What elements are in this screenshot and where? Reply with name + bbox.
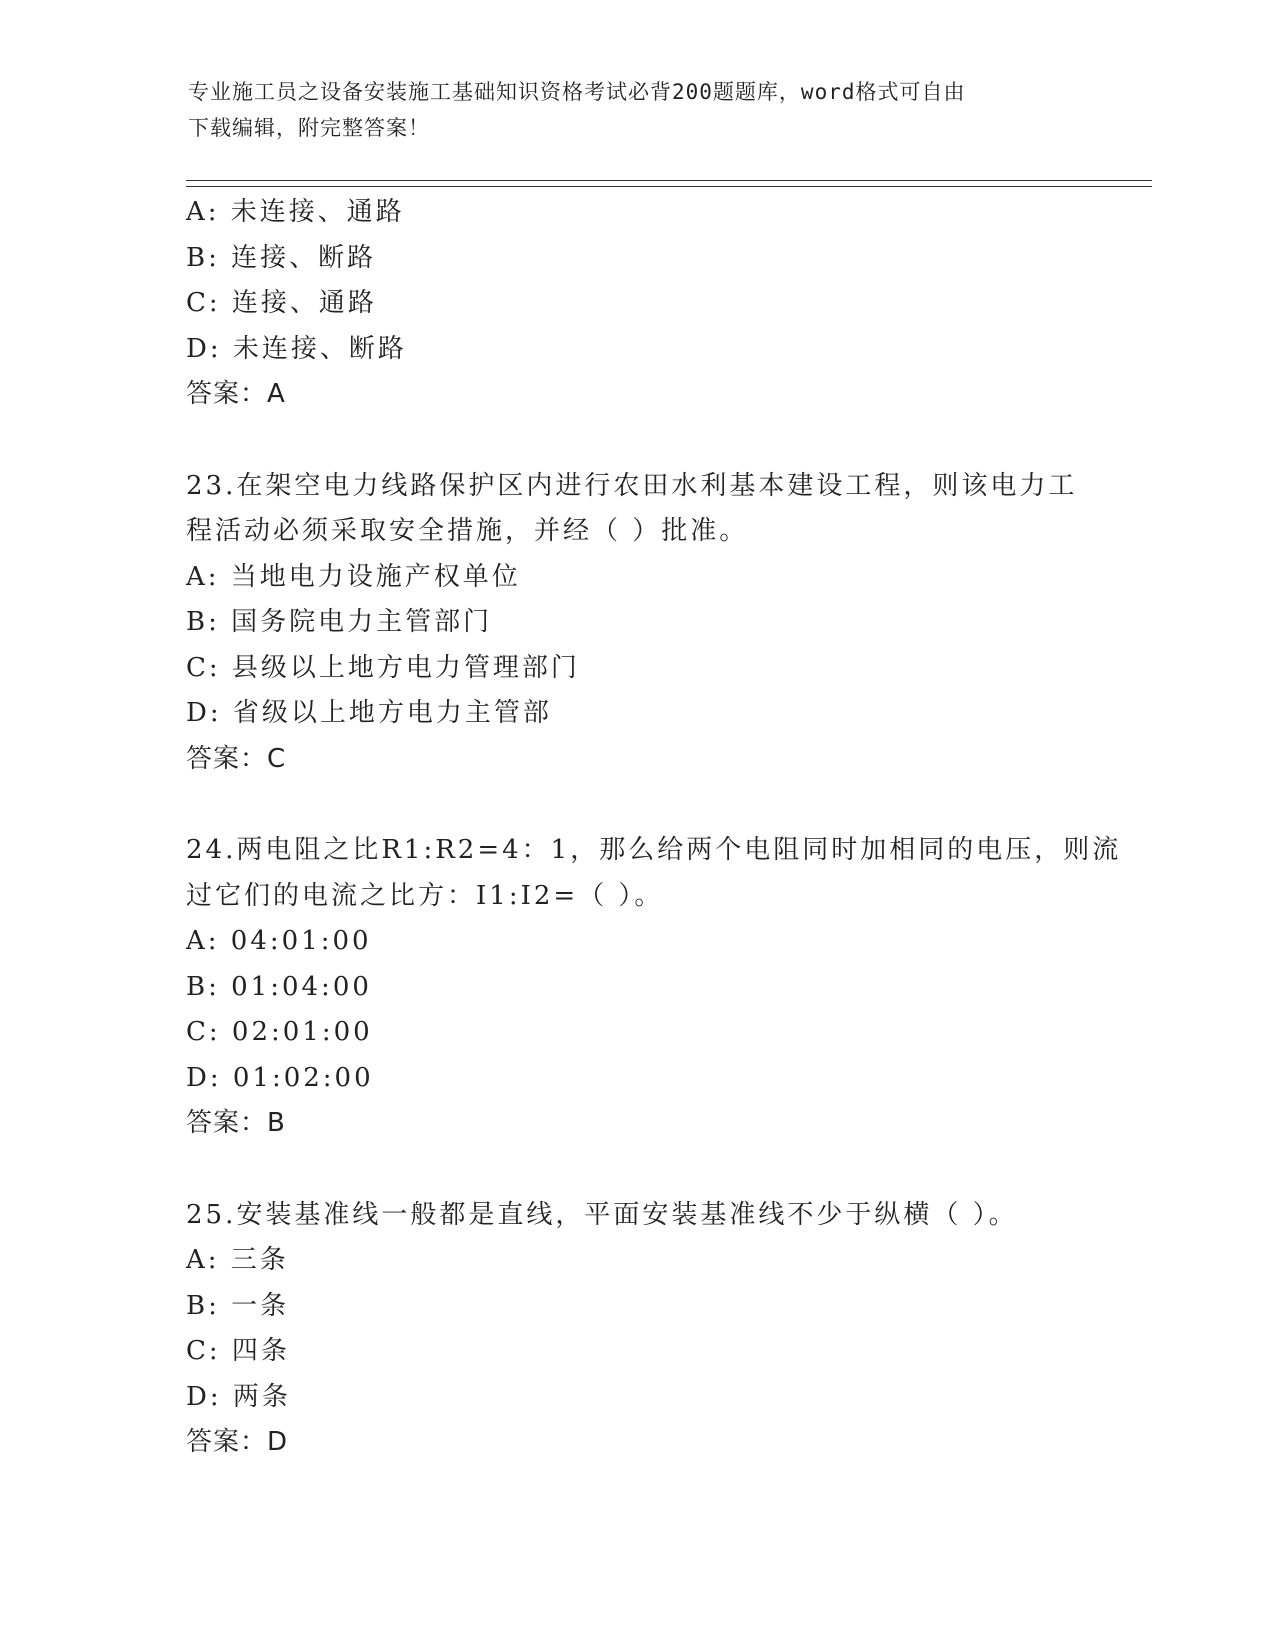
question-text-line-1: 24.两电阻之比R1:R2=4：1，那么给两个电阻同时加相同的电压，则流 [186, 835, 1122, 865]
answer-line: 答案：A [186, 379, 286, 409]
option-a: A: 当地电力设施产权单位 [186, 561, 521, 592]
question-text-line-1: 23.在架空电力线路保护区内进行农田水利基本建设工程，则该电力工 [186, 470, 1078, 501]
option-c: C: 县级以上地方电力管理部门 [186, 652, 580, 683]
question-text-line-2: 程活动必须采取安全措施，并经（ ）批准。 [186, 516, 749, 546]
question-25 [186, 1193, 1086, 1466]
header-divider-bottom [186, 186, 1152, 187]
header-title-line-2: 下载编辑，附完整答案！ [188, 116, 430, 140]
answer-line: 答案：B [186, 1108, 286, 1138]
option-b: B: 一条 [186, 1290, 290, 1321]
question-text-line-2: 过它们的电流之比方：I1:I2=（ ）。 [186, 880, 664, 911]
option-a: A: 未连接、通路 [186, 197, 405, 227]
question-text-line-1: 25.安装基准线一般都是直线，平面安装基准线不少于纵横（ ）。 [186, 1199, 1018, 1230]
option-b: B: 01:04:00 [186, 971, 372, 1002]
option-d: D: 省级以上地方电力主管部 [186, 698, 552, 728]
option-c: C: 02:01:00 [186, 1017, 373, 1047]
question-24 [186, 828, 1122, 1147]
option-d: D: 两条 [186, 1381, 291, 1412]
header-divider-top [186, 180, 1152, 181]
option-c: C: 四条 [186, 1336, 290, 1366]
option-d: D: 未连接、断路 [186, 333, 407, 364]
question-23 [186, 464, 1086, 783]
option-d: D: 01:02:00 [186, 1062, 374, 1093]
option-b: B: 国务院电力主管部门 [186, 607, 493, 637]
option-b: B: 连接、断路 [186, 242, 377, 273]
question-list [186, 190, 1122, 1466]
header-title-line-1: 专业施工员之设备安装施工基础知识资格考试必背200题题库，word格式可自由 [188, 80, 966, 104]
answer-line: 答案：C [186, 743, 287, 774]
option-a: A: 04:01:00 [186, 926, 372, 956]
option-a: A: 三条 [186, 1245, 289, 1275]
answer-line: 答案：D [186, 1427, 289, 1457]
question-22-continued [186, 190, 1086, 418]
option-c: C: 连接、通路 [186, 288, 377, 318]
document-header [188, 74, 1088, 146]
